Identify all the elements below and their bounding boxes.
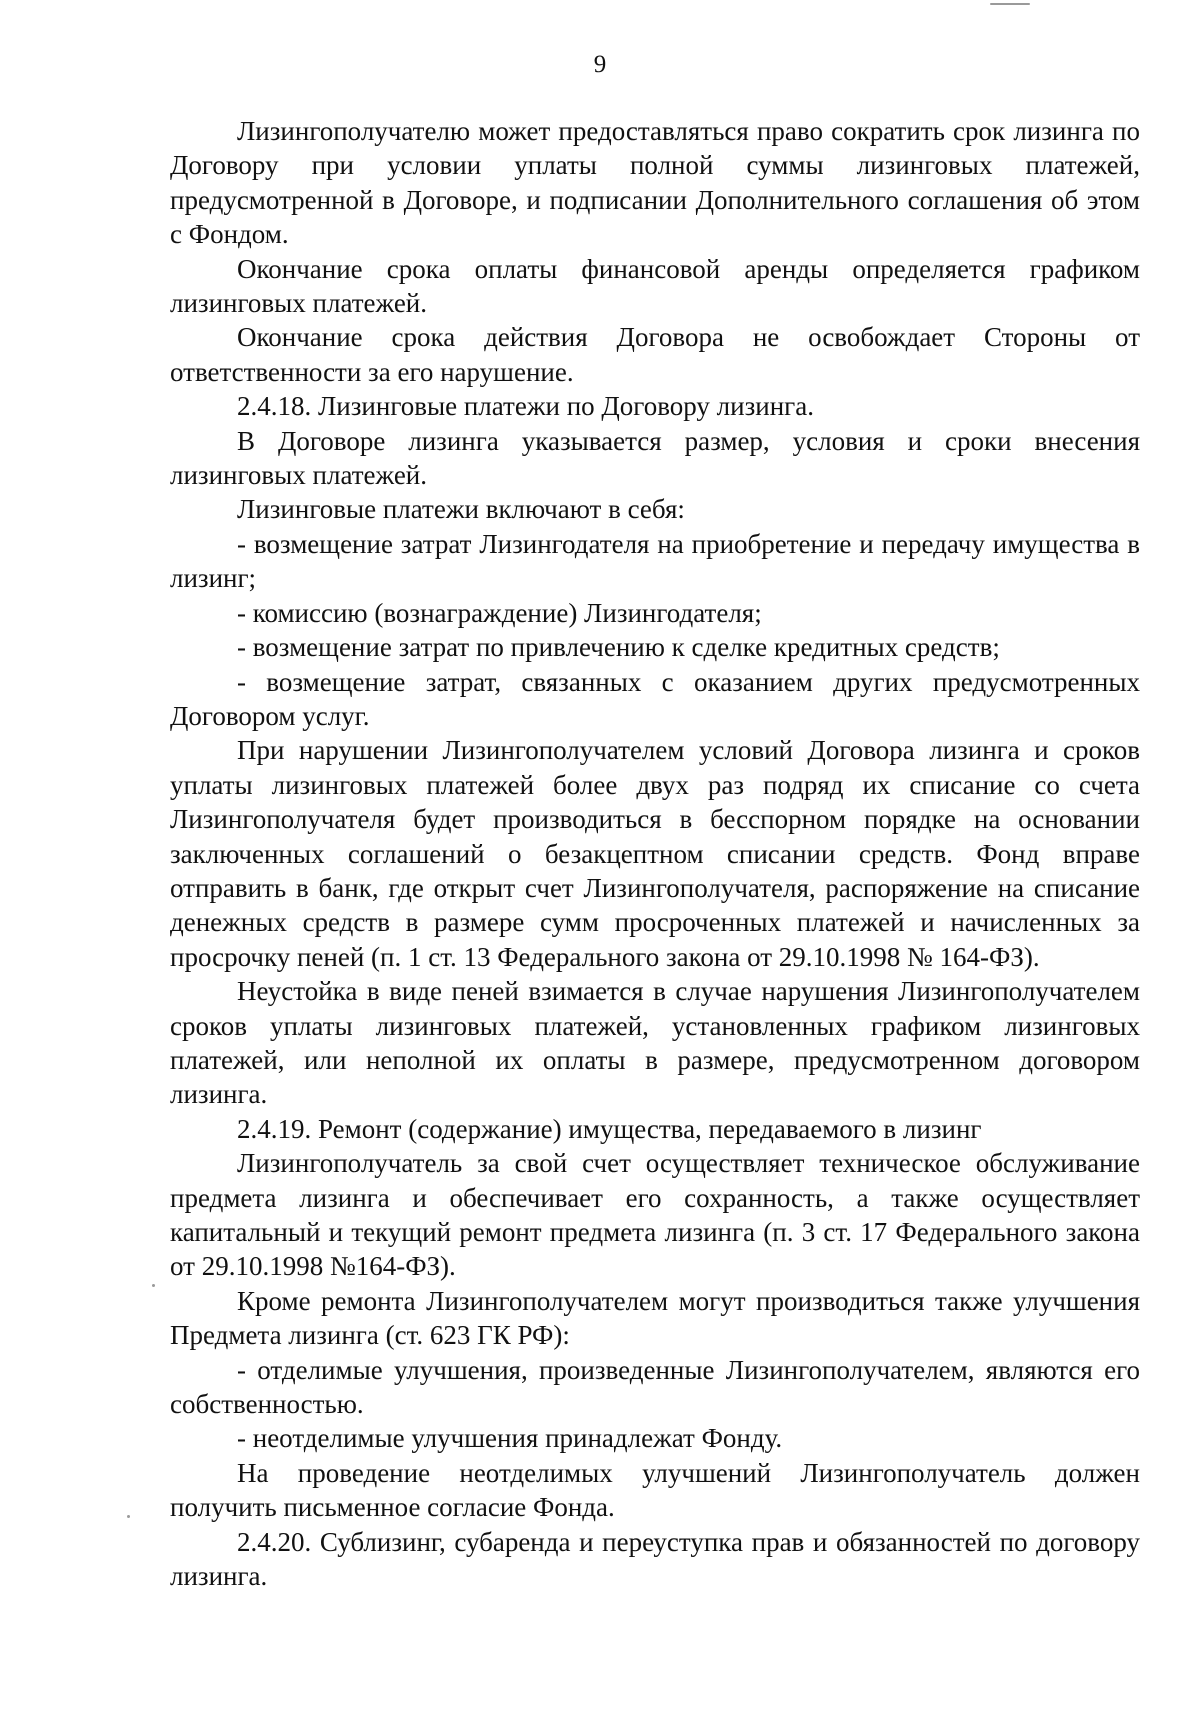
list-item-acquisition-costs: - возмещение затрат Лизингодателя на приобретение и передачу имущества в лизинг; bbox=[170, 528, 1140, 594]
paragraph-payments-include: Лизинговые платежи включают в себя: bbox=[237, 494, 685, 525]
list-item-other-services: - возмещение затрат, связанных с оказанием других предусмотренных Договором услуг. bbox=[170, 666, 1140, 731]
paragraph-improvements: Кроме ремонта Лизингополучателем могут производиться также улучшения Предмета лизинга (ст. 623 ГК РФ): bbox=[170, 1285, 1140, 1351]
paragraph-maintenance: Лизингополучатель за свой счет осуществляет техническое обслуживание предмета лизинга и обеспечивает его сохранность, а также осуществляет капитальный и текущий ремонт предмета лизинга (п. 3 ст. 17 Федерального закона от 29.10.1998 №164-ФЗ). bbox=[170, 1148, 1140, 1282]
section-heading-2-4-18: 2.4.18. Лизинговые платежи по Договору лизинга. bbox=[237, 391, 814, 422]
scan-speck bbox=[990, 3, 1030, 5]
paragraph-payment-end: Окончание срока оплаты финансовой аренды определяется графиком лизинговых платежей. bbox=[170, 253, 1140, 319]
paragraph-written-consent: На проведение неотделимых улучшений Лизингополучатель должен получить письменное согласие Фонда. bbox=[170, 1457, 1140, 1523]
list-item-commission: - комиссию (вознаграждение) Лизингодателя; bbox=[237, 597, 762, 628]
paragraph-penalty: Неустойка в виде пеней взимается в случае нарушения Лизингополучателем сроков уплаты лизинговых платежей, установленных графиком лизинговых платежей, или неполной их оплаты в размере, предусмотренном договором лизинга. bbox=[170, 976, 1140, 1110]
page-number: 9 bbox=[593, 51, 607, 78]
section-heading-2-4-19: 2.4.19. Ремонт (содержание) имущества, передаваемого в лизинг bbox=[237, 1113, 982, 1144]
scan-speck bbox=[127, 1515, 130, 1518]
paragraph-payment-terms: В Договоре лизинга указывается размер, условия и сроки внесения лизинговых платежей. bbox=[170, 425, 1140, 491]
paragraph-contract-end: Окончание срока действия Договора не освобождает Стороны от ответственности за его нарушение. bbox=[170, 322, 1140, 387]
scan-speck bbox=[152, 1284, 155, 1287]
list-item-credit-costs: - возмещение затрат по привлечению к сделке кредитных средств; bbox=[237, 632, 1000, 663]
paragraph-payment-violation: При нарушении Лизингополучателем условий Договора лизинга и сроков уплаты лизинговых платежей более двух раз подряд их списание со счета Лизингополучателя будет производиться в бесспорном порядке на основании заключенных соглашений о безакцептном списании средств. Фонд вправе отправить в банк, где открыт счет Лизингополучателя, распоряжение на списание денежных средств в размере сумм просроченных платежей и начисленных за просрочку пеней (п. 1 ст. 13 Федерального закона от 29.10.1998 № 164-ФЗ). bbox=[170, 735, 1140, 972]
document-body bbox=[170, 114, 1140, 1593]
list-item-inseparable-improvements: - неотделимые улучшения принадлежат Фонду. bbox=[237, 1423, 783, 1454]
section-heading-2-4-20: 2.4.20. Сублизинг, субаренда и переуступка прав и обязанностей по договору лизинга. bbox=[170, 1526, 1140, 1592]
paragraph-early-termination: Лизингополучателю может предоставляться право сократить срок лизинга по Договору при условии уплаты полной суммы лизинговых платежей, предусмотренной в Договоре, и подписании Дополнительного соглашения об этом с Фондом. bbox=[170, 116, 1140, 250]
list-item-separable-improvements: - отделимые улучшения, произведенные Лизингополучателем, являются его собственностью. bbox=[170, 1354, 1140, 1420]
